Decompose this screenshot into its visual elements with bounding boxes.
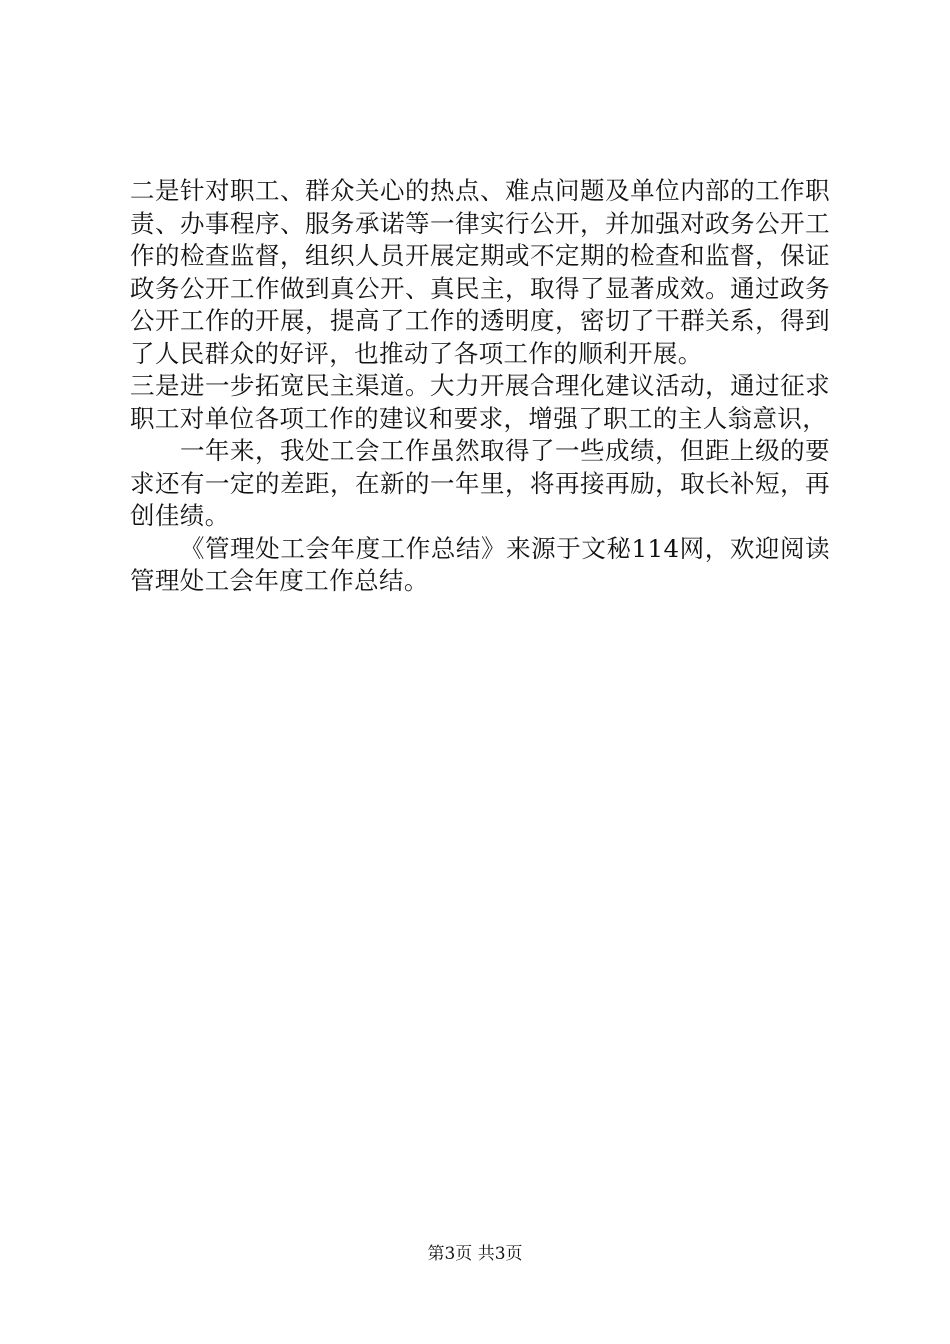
document-body	[130, 175, 830, 598]
page-number: 第3页 共3页	[427, 1244, 523, 1264]
paragraph-public-affairs: 二是针对职工、群众关心的热点、难点问题及单位内部的工作职责、办事程序、服务承诺等一律实行公开，并加强对政务公开工作的检查监督，组织人员开展定期或不定期的检查和监督，保证政务公开工作做到真公开、真民主，取得了显著成效。通过政务公开工作的开展，提高了工作的透明度，密切了干群关系，得到了人民群众的好评，也推动了各项工作的顺利开展。	[130, 176, 830, 368]
paragraph-source-note: 《管理处工会年度工作总结》来源于文秘114网，欢迎阅读管理处工会年度工作总结。	[130, 533, 830, 595]
paragraph-democratic-channels: 三是进一步拓宽民主渠道。大力开展合理化建议活动，通过征求职工对单位各项工作的建议和要求，增强了职工的主人翁意识，	[130, 371, 830, 433]
page-footer	[0, 1243, 950, 1265]
paragraph-year-summary: 一年来，我处工会工作虽然取得了一些成绩，但距上级的要求还有一定的差距，在新的一年里，将再接再励，取长补短，再创佳绩。	[130, 436, 830, 530]
